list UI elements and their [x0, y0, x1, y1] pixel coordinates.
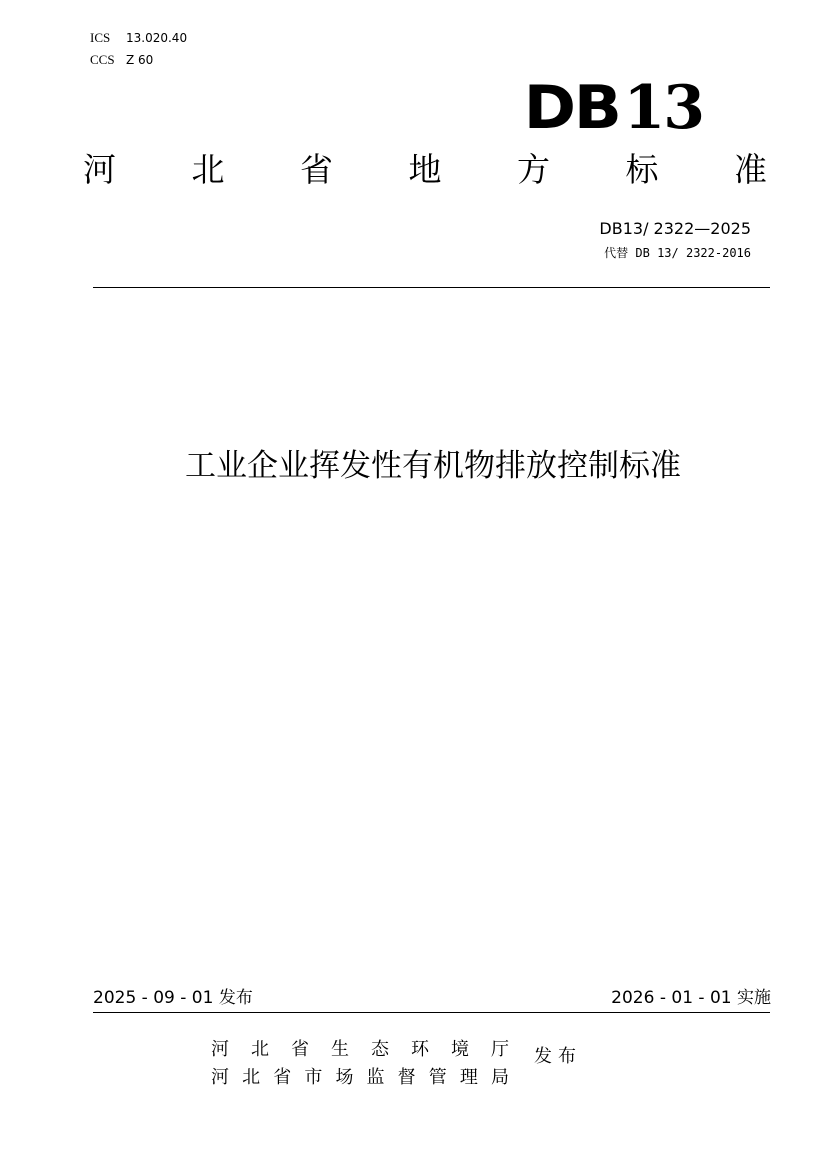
issuer-char: 生	[331, 1039, 349, 1060]
ics-label: ICS	[90, 30, 111, 45]
logo-letters: DB	[523, 73, 620, 143]
issuer-char: 监	[366, 1067, 385, 1088]
ics-value: 13.020.40	[126, 31, 188, 45]
issuer-char: 环	[411, 1039, 429, 1060]
issuer-char: 北	[242, 1067, 261, 1088]
issuer-char: 河	[211, 1067, 229, 1088]
standard-kind-char: 北	[191, 150, 225, 189]
issuer-char: 管	[428, 1067, 447, 1088]
issuer-char: 市	[304, 1067, 323, 1088]
issuer-char: 境	[451, 1039, 469, 1060]
issuer-char: 理	[459, 1067, 478, 1088]
issuer-char: 河	[211, 1039, 229, 1060]
issuer-char: 督	[397, 1067, 416, 1088]
header-divider	[93, 287, 770, 288]
standard-kind	[83, 150, 767, 190]
db13-logo	[523, 73, 716, 143]
standard-kind-char: 准	[734, 150, 767, 189]
implement-date: 2026 - 01 - 01 实施	[611, 988, 771, 1008]
issue-date: 2025 - 09 - 01 发布	[93, 988, 253, 1008]
issuer-char: 省	[291, 1039, 309, 1060]
publish-label: 发布	[534, 1046, 582, 1067]
issuer-char: 北	[251, 1039, 269, 1060]
standard-kind-char: 省	[300, 150, 333, 189]
footer-divider	[93, 1012, 770, 1013]
standard-kind-char: 标	[625, 150, 659, 189]
standard-kind-char: 方	[517, 150, 550, 189]
issuer-char: 态	[371, 1039, 389, 1060]
issuer-char: 场	[335, 1067, 354, 1088]
ccs-value: Z 60	[126, 53, 154, 67]
issuer-char: 省	[273, 1067, 292, 1088]
standard-kind-char: 地	[408, 150, 442, 189]
ics-code	[90, 30, 187, 46]
issuer-market-regulation	[211, 1065, 509, 1091]
issuer-ecology-department	[211, 1037, 509, 1063]
issuer-char: 局	[490, 1067, 509, 1088]
document-title: 工业企业挥发性有机物排放控制标准	[185, 448, 681, 484]
issuer-char: 厅	[491, 1039, 509, 1060]
ccs-label: CCS	[90, 52, 115, 67]
standard-kind-char: 河	[83, 150, 116, 189]
ccs-code	[90, 52, 153, 68]
logo-number: 13	[623, 73, 704, 143]
replaces-standard: 代替 DB 13/ 2322-2016	[604, 246, 751, 260]
standard-number: DB13/ 2322—2025	[599, 219, 751, 238]
